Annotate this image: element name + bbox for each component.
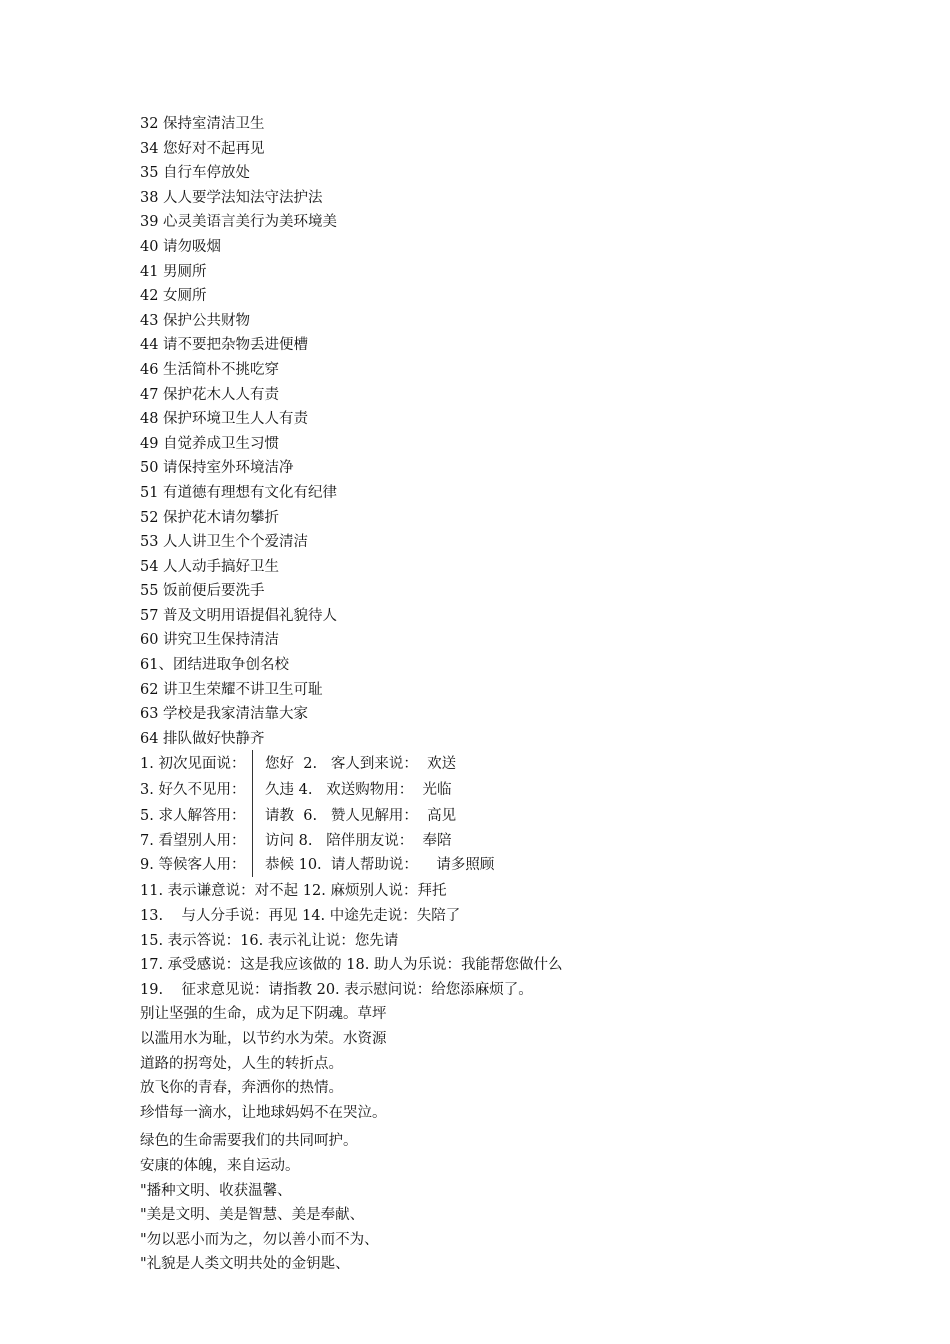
list-item: 43 保护公共财物 [140, 312, 251, 329]
table-row [140, 777, 494, 803]
table-cell-left: 9. 等候客人用： [140, 853, 253, 877]
greeting-line: 17. 承受感说：这是我应该做的 18. 助人为乐说：我能帮您做什么 [140, 957, 563, 974]
list-item: 62 讲卫生荣耀不讲卫生可耻 [140, 681, 323, 698]
slogan-line: 绿色的生命需要我们的共同呵护。 [140, 1133, 358, 1150]
slogan-line: "播种文明、收获温馨、 [140, 1182, 292, 1199]
list-item: 49 自觉养成卫生习惯 [140, 435, 280, 452]
list-item: 60 讲究卫生保持清洁 [140, 632, 280, 649]
list-item: 41 男厕所 [140, 263, 207, 280]
greeting-line: 15. 表示答说：16. 表示礼让说：您先请 [140, 932, 399, 949]
table-row [140, 853, 494, 877]
slogan-line: 放飞你的青春，奔洒你的热情。 [140, 1080, 343, 1097]
list-item: 35 自行车停放处 [140, 165, 251, 182]
greeting-line: 13. 与人分手说：再见 14. 中途先走说：失陪了 [140, 908, 461, 925]
greeting-line: 11. 表示谦意说：对不起 12. 麻烦别人说：拜托 [140, 883, 447, 900]
table-cell-right: 恭候 10. 请人帮助说： 请多照顾 [265, 857, 495, 874]
list-item: 63 学校是我家清洁靠大家 [140, 706, 309, 723]
list-item: 51 有道德有理想有文化有纪律 [140, 484, 338, 501]
slogan-line: "礼貌是人类文明共处的金钥匙、 [140, 1256, 350, 1273]
slogan-line: 别让坚强的生命，成为足下阴魂。草坪 [140, 1006, 387, 1023]
list-item: 40 请勿吸烟 [140, 238, 222, 255]
slogan-list [140, 112, 840, 751]
table-cell-left: 3. 好久不见用： [140, 777, 253, 803]
table-cell-left: 7. 看望别人用： [140, 829, 253, 853]
list-item: 55 饭前便后要洗手 [140, 583, 265, 600]
list-item: 57 普及文明用语提倡礼貌待人 [140, 607, 338, 624]
list-item: 64 排队做好快静齐 [140, 730, 265, 747]
list-item: 52 保护花木请勿攀折 [140, 509, 280, 526]
list-item: 54 人人动手搞好卫生 [140, 558, 280, 575]
list-item: 53 人人讲卫生个个爱清洁 [140, 534, 309, 551]
slogan-line: "勿以恶小而为之，勿以善小而不为、 [140, 1231, 379, 1248]
slogan-line: 以滥用水为耻，以节约水为荣。水资源 [140, 1031, 387, 1047]
list-item: 44 请不要把杂物丢进便槽 [140, 337, 309, 354]
document-body [140, 112, 840, 1277]
list-item: 47 保护花木人人有责 [140, 386, 280, 403]
slogan-line: 安康的体魄，来自运动。 [140, 1157, 300, 1174]
list-item: 42 女厕所 [140, 288, 207, 305]
table-cell-left: 1. 初次见面说： [140, 750, 253, 777]
list-item: 50 请保持室外环境洁净 [140, 460, 294, 477]
list-item: 46 生活简朴不挑吃穿 [140, 361, 280, 378]
list-item: 38 人人要学法知法守法护法 [140, 189, 323, 206]
table-cell-right: 久违 4. 欢送购物用： 光临 [265, 782, 452, 799]
table-row [140, 829, 494, 853]
list-item: 48 保护环境卫生人人有责 [140, 411, 309, 428]
table-row [140, 803, 494, 829]
table-row [140, 750, 494, 777]
greeting-line: 19. 征求意见说：请指教 20. 表示慰问说：给您添麻烦了。 [140, 981, 533, 998]
greeting-lines [140, 879, 840, 1002]
greeting-table [140, 750, 494, 877]
slogan-line: 珍惜每一滴水，让地球妈妈不在哭泣。 [140, 1104, 387, 1121]
table-cell-right: 访问 8. 陪伴朋友说： 奉陪 [265, 833, 452, 850]
slogan-line: "美是文明、美是智慧、美是奉献、 [140, 1207, 365, 1224]
table-cell-left: 5. 求人解答用： [140, 803, 253, 829]
table-cell-right: 请教 6. 赞人见解用： 高见 [265, 808, 457, 825]
list-item: 39 心灵美语言美行为美环境美 [140, 214, 338, 231]
slogan-line: 道路的拐弯处，人生的转折点。 [140, 1055, 343, 1072]
slogans-group-a [140, 1002, 840, 1125]
table-cell-right: 您好 2. 客人到来说： 欢送 [265, 755, 457, 772]
list-item: 61、团结进取争创名校 [140, 657, 289, 674]
slogans-group-b [140, 1129, 840, 1277]
list-item: 32 保持室清洁卫生 [140, 116, 265, 132]
list-item: 34 您好对不起再见 [140, 140, 265, 157]
